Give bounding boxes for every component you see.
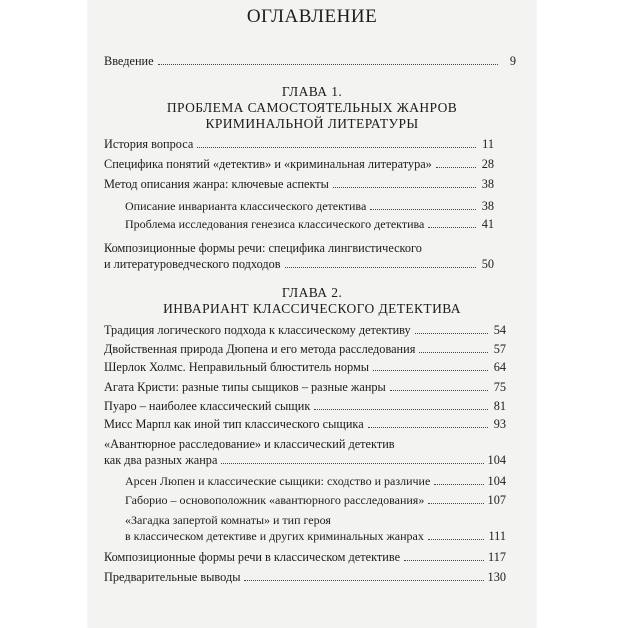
toc-page-number: 28	[481, 157, 494, 171]
toc-page-number: 38	[481, 177, 494, 191]
toc-page-number: 41	[481, 217, 494, 231]
dot-leader	[333, 186, 476, 188]
chapter-2-title: ИНВАРИАНТ КЛАССИЧЕСКОГО ДЕТЕКТИВА	[163, 301, 461, 316]
toc-entry-text: Предварительные выводы	[104, 570, 241, 584]
toc-entry-text: Мисс Марпл как иной тип классического сыщика	[104, 417, 364, 431]
dot-leader	[415, 332, 488, 334]
toc-page-number: 107	[487, 493, 506, 507]
dot-leader	[434, 483, 483, 485]
dot-leader	[373, 369, 488, 371]
page-title: ОГЛАВЛЕНИЕ	[246, 6, 378, 27]
dot-leader	[428, 502, 483, 504]
toc-subentry	[125, 217, 494, 231]
toc-entry	[104, 570, 506, 584]
toc-entry-text: Пуаро – наиболее классический сыщик	[104, 399, 311, 413]
toc-page-number: 104	[487, 453, 506, 467]
toc-page-number: 104	[487, 474, 506, 488]
dot-leader	[390, 389, 488, 391]
toc-entry	[104, 453, 506, 467]
chapter-2-number: ГЛАВА 2.	[281, 285, 343, 300]
toc-page-number: 64	[493, 360, 506, 374]
dot-leader	[428, 226, 476, 228]
toc-entry	[104, 157, 494, 171]
toc-entry-text-line-1: Композиционные формы речи: специфика лингвистического	[104, 241, 422, 255]
toc-entry	[104, 323, 506, 337]
dot-leader	[197, 146, 476, 148]
chapter-1-title-line-2: КРИМИНАЛЬНОЙ ЛИТЕРАТУРЫ	[205, 116, 419, 131]
toc-entry-text: Агата Кристи: разные типы сыщиков – разные жанры	[104, 380, 386, 394]
dot-leader	[244, 579, 483, 581]
dot-leader	[285, 266, 476, 268]
toc-subentry	[125, 199, 494, 213]
dot-leader	[158, 63, 498, 65]
toc-page-number: 93	[493, 417, 506, 431]
dot-leader	[404, 559, 484, 561]
toc-entry-intro	[104, 54, 516, 68]
toc-page-number: 54	[493, 323, 506, 337]
toc-entry-text-line-1: «Авантюрное расследование» и классический детектив	[104, 437, 395, 451]
toc-page-number: 81	[493, 399, 506, 413]
toc-page-number: 57	[493, 342, 506, 356]
toc-entry	[104, 380, 506, 394]
toc-entry	[104, 137, 494, 151]
toc-page-number: 38	[481, 199, 494, 213]
dot-leader	[428, 538, 485, 540]
toc-entry-text: Традиция логического подхода к классическому детективу	[104, 323, 411, 337]
toc-page-number: 117	[488, 550, 506, 564]
dot-leader	[436, 166, 476, 168]
toc-page-number: 50	[481, 257, 494, 271]
toc-entry-text: Описание инварианта классического детектива	[125, 199, 367, 213]
toc-entry-text: История вопроса	[104, 137, 194, 151]
toc-entry-text: Проблема исследования генезиса классического детектива	[125, 217, 425, 231]
toc-entry	[104, 550, 506, 564]
dot-leader	[368, 426, 488, 428]
toc-entry	[104, 417, 506, 431]
dot-leader	[370, 208, 476, 210]
toc-entry-text: Арсен Люпен и классические сыщики: сходство и различие	[125, 474, 431, 488]
toc-entry	[104, 342, 506, 356]
toc-subentry	[125, 529, 506, 543]
dot-leader	[221, 462, 483, 464]
toc-page-number: 11	[482, 137, 494, 151]
toc-page-number: 130	[487, 570, 506, 584]
toc-entry	[104, 360, 506, 374]
toc-page-number: 9	[509, 54, 516, 68]
toc-entry-text: Введение	[104, 54, 154, 68]
chapter-1-number: ГЛАВА 1.	[281, 84, 343, 99]
toc-subentry	[125, 493, 506, 507]
toc-subentry	[125, 474, 506, 488]
toc-page-number: 111	[488, 529, 506, 543]
toc-entry-text: Специфика понятий «детектив» и «криминальная литература»	[104, 157, 432, 171]
dot-leader	[419, 351, 488, 353]
toc-entry-text-line-2: и литературоведческого подходов	[104, 257, 281, 271]
toc-page-number: 75	[493, 380, 506, 394]
toc-entry-text: Двойственная природа Дюпена и его метода расследования	[104, 342, 416, 356]
toc-entry-text: Шерлок Холмс. Неправильный блюститель нормы	[104, 360, 370, 374]
toc-entry-text: Габорио – основоположник «авантюрного расследования»	[125, 493, 425, 507]
toc-entry	[104, 177, 494, 191]
toc-entry-text: Метод описания жанра: ключевые аспекты	[104, 177, 329, 191]
toc-entry-text-line-2: в классическом детективе и других криминальных жанрах	[125, 529, 424, 543]
toc-entry	[104, 257, 494, 271]
chapter-1-title-line-1: ПРОБЛЕМА САМОСТОЯТЕЛЬНЫХ ЖАНРОВ	[166, 100, 458, 115]
dot-leader	[314, 408, 488, 410]
toc-entry-text: Композиционные формы речи в классическом детективе	[104, 550, 401, 564]
toc-entry-text-line-1: «Загадка запертой комнаты» и тип героя	[125, 513, 331, 527]
toc-entry	[104, 399, 506, 413]
toc-entry-text-line-2: как два разных жанра	[104, 453, 218, 467]
